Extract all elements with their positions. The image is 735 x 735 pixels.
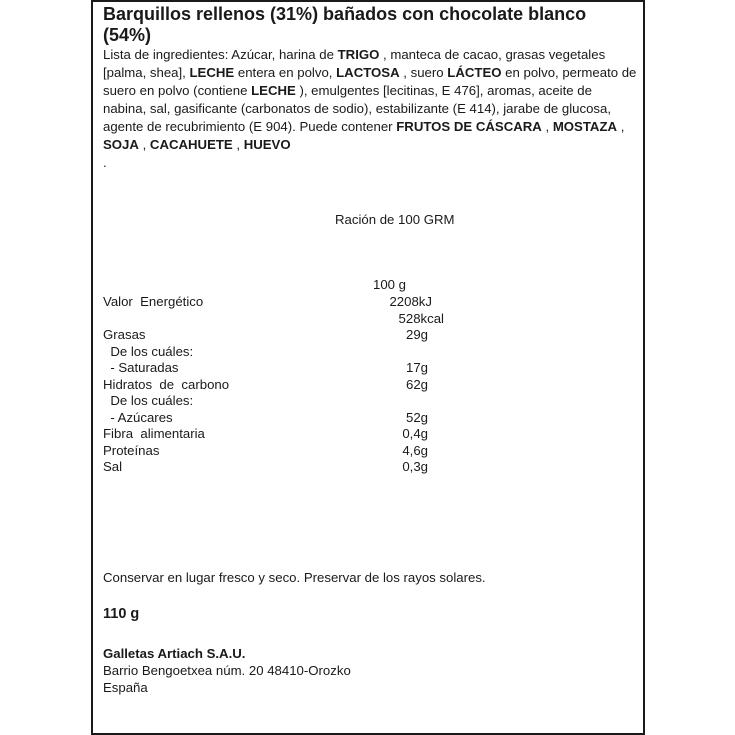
nutrient-label: Hidratos de carbono	[103, 377, 230, 392]
nutrient-value: 2208kJ	[389, 294, 432, 309]
allergen: CACAHUETE	[149, 137, 233, 152]
nutrition-row	[103, 343, 443, 360]
allergen: LECHE	[189, 65, 235, 80]
nutrition-header-row	[103, 276, 443, 293]
product-label	[91, 0, 645, 735]
nutrient-label: Proteínas	[103, 443, 160, 458]
allergen: MOSTAZA	[552, 119, 618, 134]
nutrient-value: 528kcal	[398, 311, 444, 326]
ingredient-segment: ), emulgentes [lecitinas, E 476], aromas, aceite de nabina, sal, gasificante (carbonatos de sodio), estabilizante (E 414), jarabe de glucosa, agente de recubrimiento (E 904). Puede contener	[103, 83, 612, 134]
nutrition-row	[103, 359, 443, 376]
allergen: LECHE	[251, 83, 296, 98]
product-title: Barquillos rellenos (31%) bañados con chocolate blanco (54%)	[103, 4, 587, 45]
nutrient-value: 0,4g	[402, 426, 428, 441]
manufacturer-country: España	[103, 680, 148, 695]
allergen: LACTOSA	[336, 65, 400, 80]
nutrient-value: 4,6g	[402, 443, 428, 458]
column-header: 100 g	[373, 277, 407, 292]
allergen: HUEVO	[243, 137, 291, 152]
ingredient-segment: ,	[617, 119, 625, 134]
nutrient-value: 0,3g	[402, 459, 428, 474]
serving-size-label: Ración de 100 GRM	[335, 212, 455, 227]
manufacturer-name: Galletas Artiach S.A.U.	[103, 646, 246, 661]
ingredient-segment: , manteca de cacao, grasas vegetales [palma, shea],	[103, 47, 606, 80]
nutrient-label: - Azúcares	[103, 410, 173, 425]
nutrient-label: De los cuáles:	[103, 393, 194, 408]
nutrient-label: Grasas	[103, 327, 146, 342]
ingredient-segment: , suero	[399, 65, 448, 80]
nutrition-row	[103, 392, 443, 409]
nutrition-row	[103, 376, 443, 393]
ingredient-segment: Lista de ingredientes: Azúcar, harina de	[103, 47, 338, 62]
nutrient-label: - Saturadas	[103, 360, 179, 375]
nutrient-value: 62g	[405, 377, 428, 392]
ingredient-segment: ,	[541, 119, 553, 134]
allergen: LÁCTEO	[447, 65, 502, 80]
nutrition-row	[103, 442, 443, 459]
ingredient-segment: ,	[138, 137, 150, 152]
nutrition-row	[103, 425, 443, 442]
ingredients-list	[103, 46, 638, 172]
nutrition-row	[103, 409, 443, 426]
ingredient-segment: .	[103, 155, 107, 170]
storage-instructions: Conservar en lugar fresco y seco. Preservar de los rayos solares.	[103, 570, 486, 585]
nutrient-value: 52g	[405, 410, 428, 425]
ingredient-segment: entera en polvo,	[234, 65, 337, 80]
nutrition-row	[103, 458, 443, 475]
allergen: FRUTOS DE CÁSCARA	[396, 119, 542, 134]
manufacturer-address: Barrio Bengoetxea núm. 20 48410-Orozko	[103, 663, 351, 678]
nutrition-row	[103, 326, 443, 343]
net-weight: 110 g	[103, 606, 140, 622]
allergen: TRIGO	[337, 47, 380, 62]
ingredient-segment: en polvo, permeato de suero en polvo (contiene	[103, 65, 637, 98]
allergen: SOJA	[103, 137, 139, 152]
nutrition-row	[103, 310, 443, 327]
nutrient-label: Fibra alimentaria	[103, 426, 205, 441]
nutrition-row	[103, 293, 443, 310]
nutrient-value: 17g	[405, 360, 428, 375]
ingredient-segment: ,	[232, 137, 244, 152]
nutrient-label: Valor Energético	[103, 294, 204, 309]
nutrient-label: De los cuáles:	[103, 344, 194, 359]
nutrient-label: Sal	[103, 459, 123, 474]
nutrient-value: 29g	[405, 327, 428, 342]
